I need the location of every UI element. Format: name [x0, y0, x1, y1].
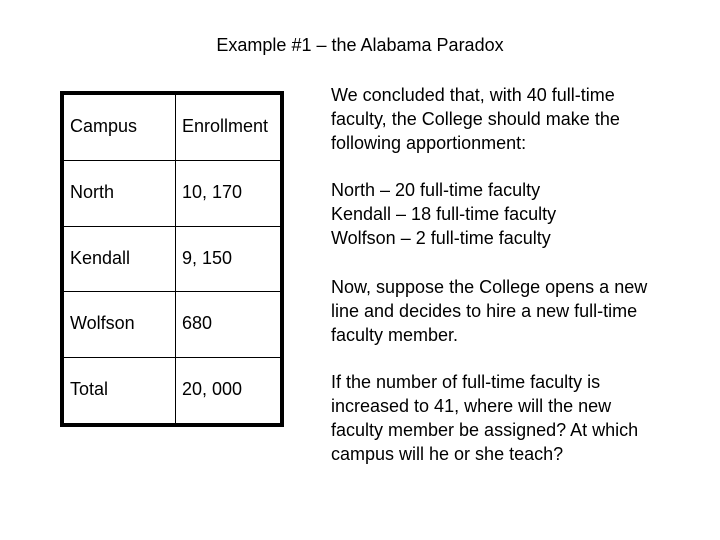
text-line: faculty, the College should make the	[331, 109, 620, 129]
text-line: following apportionment:	[331, 133, 527, 153]
intro-paragraph	[331, 83, 711, 155]
campus-cell: Total	[64, 358, 176, 424]
table-row-total	[64, 358, 281, 424]
slide-title: Example #1 – the Alabama Paradox	[216, 35, 504, 55]
table-row	[64, 226, 281, 292]
table-row	[64, 292, 281, 358]
header-campus: Campus	[64, 95, 176, 161]
campus-cell: Kendall	[64, 226, 176, 292]
enrollment-cell: 20, 000	[176, 358, 281, 424]
header-enrollment: Enrollment	[176, 95, 281, 161]
enrollment-cell: 680	[176, 292, 281, 358]
enrollment-cell: 9, 150	[176, 226, 281, 292]
apportionment-north: North – 20 full-time faculty	[331, 180, 541, 200]
table-row	[64, 160, 281, 226]
text-line: Now, suppose the College opens a new	[331, 277, 648, 297]
campus-cell: Wolfson	[64, 292, 176, 358]
apportionment-wolfson: Wolfson – 2 full-time faculty	[331, 228, 551, 248]
text-line: increased to 41, where will the new	[331, 396, 612, 416]
text-line: faculty member.	[331, 325, 459, 345]
enrollment-cell: 10, 170	[176, 160, 281, 226]
table-header-row	[64, 95, 281, 161]
text-line: If the number of full-time faculty is	[331, 372, 601, 392]
apportionment-list	[331, 178, 711, 250]
text-line: We concluded that, with 40 full-time	[331, 85, 615, 105]
apportionment-kendall: Kendall – 18 full-time faculty	[331, 204, 557, 224]
question-paragraph	[331, 370, 711, 466]
campus-cell: North	[64, 160, 176, 226]
suppose-paragraph	[331, 275, 711, 347]
text-line: faculty member be assigned? At which	[331, 420, 639, 440]
text-line: campus will he or she teach?	[331, 444, 564, 464]
text-line: line and decides to hire a new full-time	[331, 301, 638, 321]
enrollment-table	[60, 91, 284, 427]
